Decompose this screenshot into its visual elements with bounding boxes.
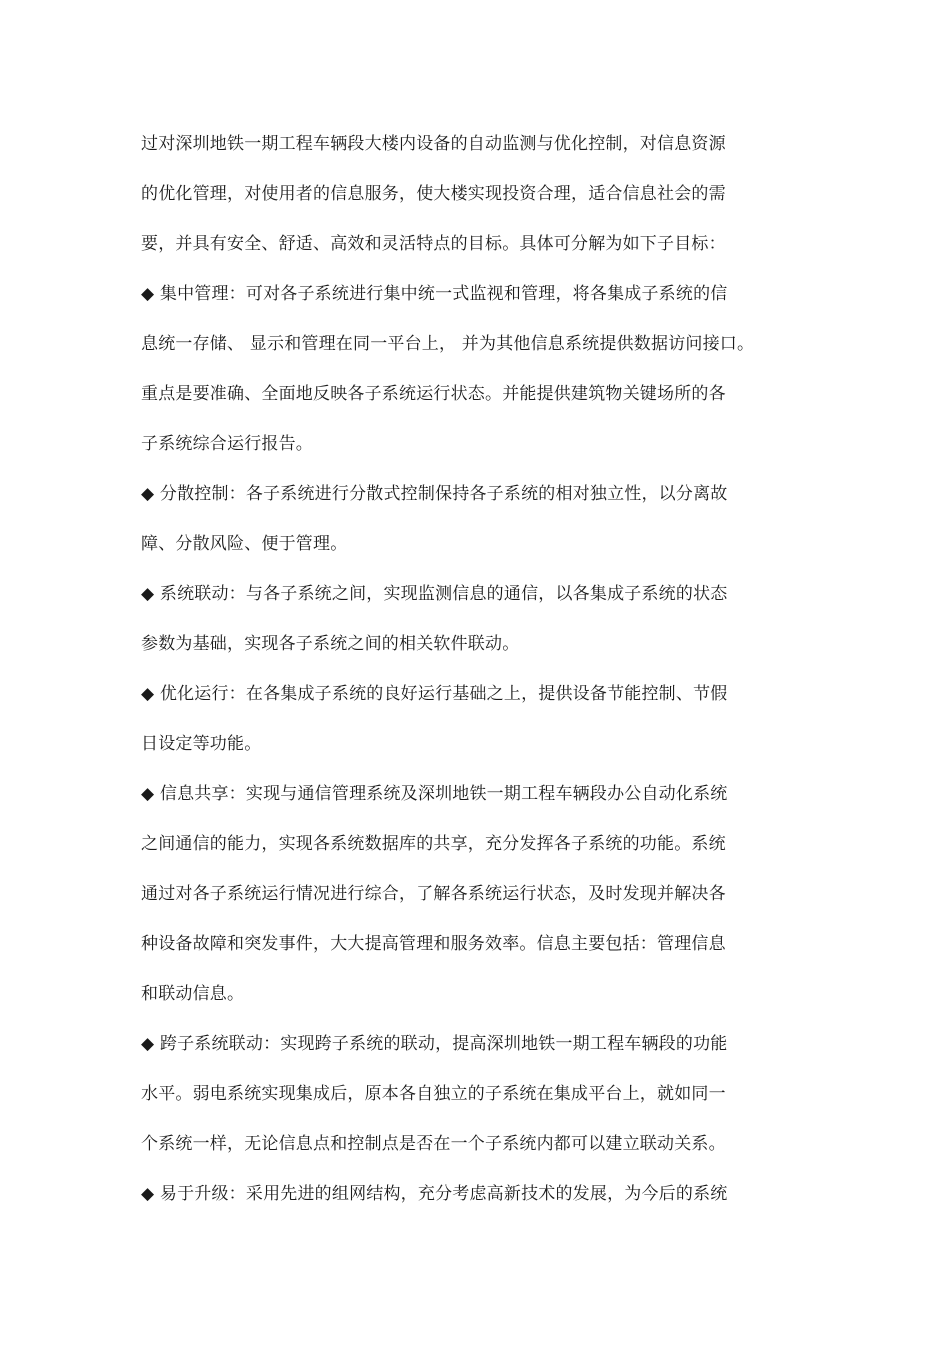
text-line: 要，并具有安全、舒适、高效和灵活特点的目标。具体可分解为如下子目标： xyxy=(141,234,726,254)
bullet-line: ◆ 优化运行：在各集成子系统的良好运行基础之上，提供设备节能控制、节假 xyxy=(141,684,728,704)
bullet-line: ◆ 集中管理：可对各子系统进行集中统一式监视和管理，将各集成子系统的信 xyxy=(141,284,728,304)
text-line: 日设定等功能。 xyxy=(141,734,262,754)
text-line: 重点是要准确、全面地反映各子系统运行状态。并能提供建筑物关键场所的各 xyxy=(141,384,726,404)
text-line: 子系统综合运行报告。 xyxy=(141,434,313,454)
bullet-line: ◆ 跨子系统联动：实现跨子系统的联动，提高深圳地铁一期工程车辆段的功能 xyxy=(141,1034,728,1054)
text-line: 水平。弱电系统实现集成后，原本各自独立的子系统在集成平台上，就如同一 xyxy=(141,1084,726,1104)
bullet-line: ◆ 系统联动：与各子系统之间，实现监测信息的通信，以各集成子系统的状态 xyxy=(141,584,728,604)
text-line: 之间通信的能力，实现各系统数据库的共享，充分发挥各子系统的功能。系统 xyxy=(141,834,726,854)
bullet-line: ◆ 信息共享：实现与通信管理系统及深圳地铁一期工程车辆段办公自动化系统 xyxy=(141,784,728,804)
text-line: 个系统一样，无论信息点和控制点是否在一个子系统内都可以建立联动关系。 xyxy=(141,1134,726,1154)
text-line: 通过对各子系统运行情况进行综合，了解各系统运行状态，及时发现并解决各 xyxy=(141,884,726,904)
bullet-line: ◆ 易于升级：采用先进的组网结构，充分考虑高新技术的发展，为今后的系统 xyxy=(141,1184,728,1204)
text-line: 息统一存储、 显示和管理在同一平台上， 并为其他信息系统提供数据访问接口。 xyxy=(141,334,755,354)
text-line: 参数为基础，实现各子系统之间的相关软件联动。 xyxy=(141,634,520,654)
text-line: 种设备故障和突发事件，大大提高管理和服务效率。信息主要包括：管理信息 xyxy=(141,934,726,954)
body-text xyxy=(141,126,801,1226)
text-line: 障、分散风险、便于管理。 xyxy=(141,534,348,554)
text-line: 和联动信息。 xyxy=(141,984,245,1004)
bullet-line: ◆ 分散控制：各子系统进行分散式控制保持各子系统的相对独立性，以分离故 xyxy=(141,484,728,504)
text-line: 的优化管理，对使用者的信息服务，使大楼实现投资合理，适合信息社会的需 xyxy=(141,184,726,204)
text-line: 过对深圳地铁一期工程车辆段大楼内设备的自动监测与优化控制，对信息资源 xyxy=(141,134,726,154)
